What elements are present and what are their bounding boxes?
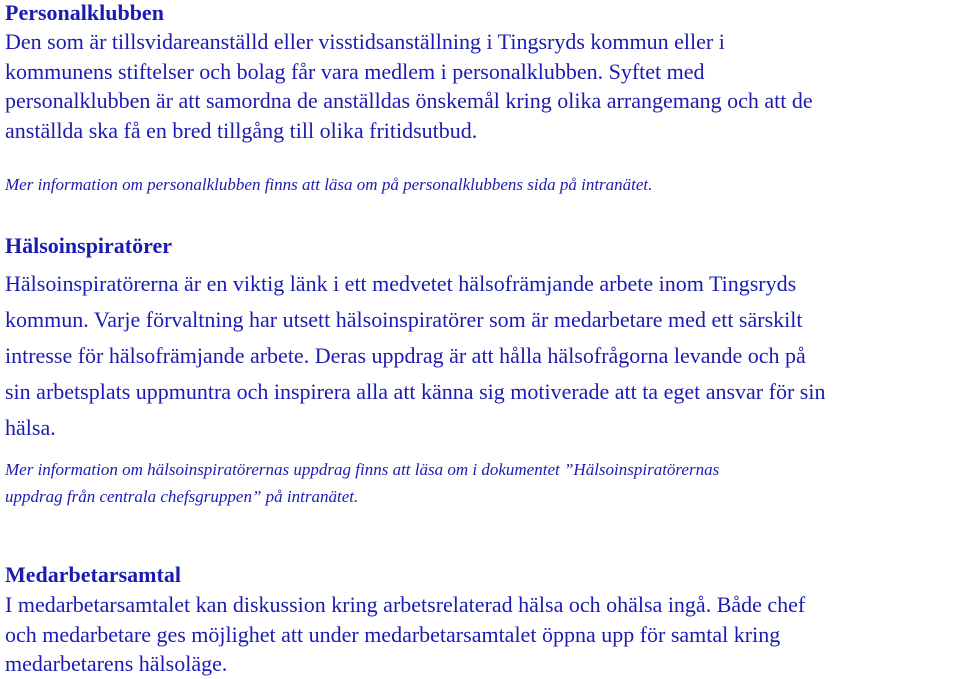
body-line: personalklubben är att samordna de anställdas önskemål kring olika arrangemang och att de xyxy=(5,88,813,113)
body-line: hälsa. xyxy=(5,415,56,440)
section-body-halsoinspiratorer xyxy=(5,266,960,446)
body-line: intresse för hälsofrämjande arbete. Deras uppdrag är att hålla hälsofrågorna levande och på xyxy=(5,343,806,368)
section-body-medarbetarsamtal xyxy=(5,590,955,679)
note-line: Mer information om personalklubben finns att läsa om på personalklubbens sida på intranätet. xyxy=(5,175,653,194)
body-line: sin arbetsplats uppmuntra och inspirera alla att känna sig motiverade att ta eget ansvar för sin xyxy=(5,379,826,404)
note-line: Mer information om hälsoinspiratörernas uppdrag finns att läsa om i dokumentet ”Hälsoinspiratörernas xyxy=(5,460,720,479)
section-heading-medarbetarsamtal: Medarbetarsamtal xyxy=(5,562,181,587)
section-note-personalklubben xyxy=(5,173,652,197)
section-heading-halsoinspiratorer: Hälsoinspiratörer xyxy=(5,233,173,258)
body-line: medarbetarens hälsoläge. xyxy=(5,651,228,676)
body-line: Hälsoinspiratörerna är en viktig länk i ett medvetet hälsofrämjande arbete inom Tingsryds xyxy=(5,271,797,296)
body-line: Den som är tillsvidareanställd eller visstidsanställning i Tingsryds kommun eller i xyxy=(5,29,725,54)
section-heading-personalklubben: Personalklubben xyxy=(5,0,164,25)
body-line: anställda ska få en bred tillgång till olika fritidsutbud. xyxy=(5,117,478,143)
section-body-personalklubben xyxy=(5,27,955,145)
body-line: kommun. Varje förvaltning har utsett hälsoinspiratörer som är medarbetare med ett särskilt xyxy=(5,307,803,332)
body-line: I medarbetarsamtalet kan diskussion kring arbetsrelaterad hälsa och ohälsa ingå. Både chef xyxy=(5,592,806,617)
section-note-halsoinspiratorer xyxy=(5,456,955,510)
body-line: och medarbetare ges möjlighet att under medarbetarsamtalet öppna upp för samtal kring xyxy=(5,621,781,647)
body-line: kommunens stiftelser och bolag får vara medlem i personalklubben. Syftet med xyxy=(5,58,705,84)
note-line: uppdrag från centrala chefsgruppen” på intranätet. xyxy=(5,487,359,506)
